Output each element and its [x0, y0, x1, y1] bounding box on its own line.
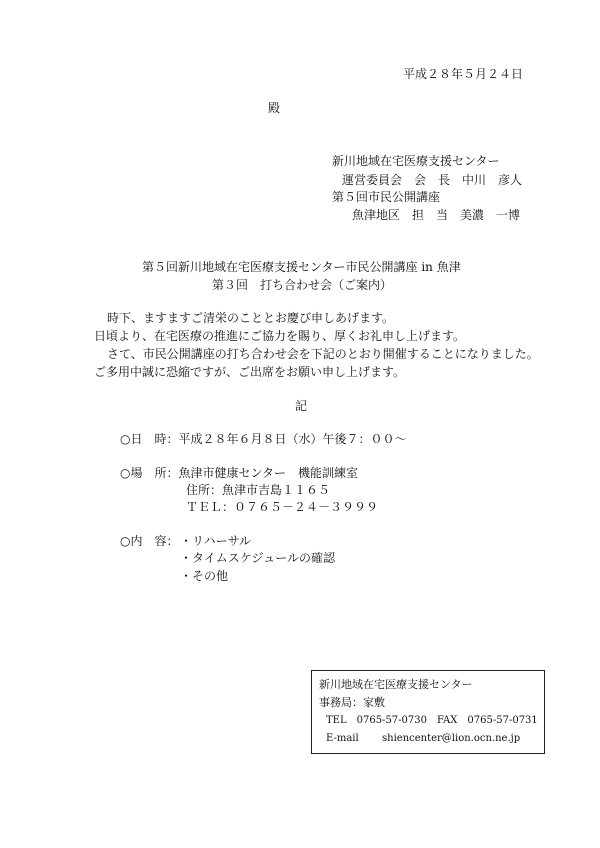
contact-telfax: TEL 0765-57-0730 FAX 0765-57-0731 [326, 715, 538, 726]
addressee-suffix: 殿 [268, 101, 281, 115]
contact-org: 新川地域在宅医療支援センター [319, 678, 473, 691]
ki-heading: 記 [295, 399, 308, 413]
detail-content-label: ○内 容： [120, 534, 179, 548]
detail-address: 住所：魚津市吉島１１６５ [186, 483, 331, 497]
document-date: 平成２８年５月２４日 [403, 67, 524, 81]
detail-content-item: ・リハーサル [180, 534, 252, 548]
contact-office: 事務局：家敷 [319, 696, 385, 709]
body-paragraph-1: 時下、ますますご清栄のこととお慶び申しあげます。 [107, 311, 395, 325]
body-paragraph-2: 日頃より、在宅医療の推進にご協力を賜り、厚くお礼申し上げます。 [94, 329, 466, 343]
body-paragraph-4: ご多用中誠に恐縮ですが、ご出席をお願い申し上げます。 [94, 365, 406, 379]
contact-email: shiencenter@lion.ocn.ne.jp [382, 733, 521, 744]
contact-box [311, 670, 545, 754]
detail-place: ○場 所：魚津市健康センター 機能訓練室 [120, 466, 358, 480]
detail-tel: ＴＥＬ：０７６５－２４－３９９９ [186, 500, 379, 514]
detail-datetime: ○日 時：平成２８年６月８日（水）午後７：００～ [120, 432, 407, 446]
sender-lecture-rep: 魚津地区 担 当 美濃 一博 [352, 208, 521, 222]
body-paragraph-3: さて、市民公開講座の打ち合わせ会を下記のとおり開催することになりました。 [107, 347, 539, 361]
contact-email-label: E-mail [326, 733, 359, 744]
detail-content-item: ・タイムスケジュールの確認 [180, 551, 336, 565]
document-title-line1: 第５回新川地域在宅医療支援センター市民公開講座 in 魚津 [142, 260, 461, 274]
sender-committee: 運営委員会 会 長 中川 彦人 [342, 173, 523, 187]
detail-content-item: ・その他 [180, 569, 229, 583]
document-title-line2: 第３回 打ち合わせ会（ご案内） [212, 278, 393, 292]
sender-lecture: 第５回市民公開講座 [332, 190, 441, 204]
sender-org: 新川地域在宅医療支援センター [332, 154, 500, 168]
